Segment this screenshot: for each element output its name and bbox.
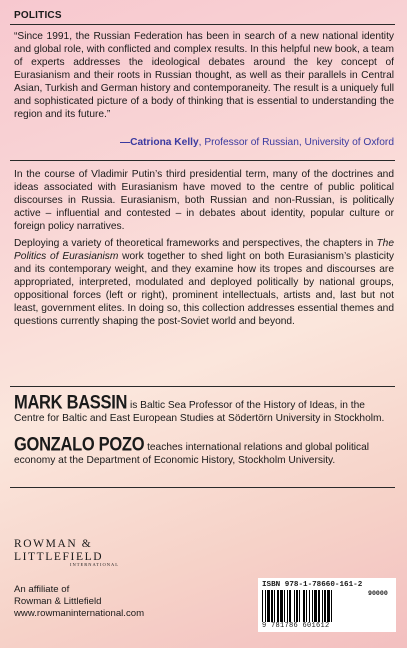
bio-divider — [10, 386, 395, 387]
author-bio-text: teaches international relations and global political economy at the Department of Economic History, Stockholm University. — [14, 442, 370, 467]
author-bio — [14, 392, 394, 426]
endorser-name: —Catriona Kelly — [119, 137, 199, 148]
bottom-divider — [10, 487, 395, 488]
publisher-url: www.rowmaninternational.com — [14, 607, 145, 619]
publisher-logo: ROWMAN & LITTLEFIELD INTERNATIONAL — [14, 538, 119, 567]
author-bio-text: is Baltic Sea Professor of the History of Ideas, in the Centre for Baltic and East European Studies at Södertörn University in Stockholm. — [14, 400, 385, 425]
author-name: MARK BASSIN — [14, 392, 128, 414]
category-label: POLITICS — [14, 10, 62, 21]
top-divider — [10, 24, 395, 25]
endorsement-attribution — [14, 137, 394, 148]
isbn-number: ISBN 978-1-78660-161-2 — [262, 581, 363, 589]
barcode-bars — [262, 590, 362, 622]
description-paragraph-2: Deploying a variety of theoretical frameworks and perspectives, the chapters in The Politics of Eurasianism work together to shed light on both Eurasianism’s plasticity and its contemporary weight, and they examine how its tropes and discourses are appropriated, interpreted, modulated and deployed politically by national groups, oppositional forces (left or right), prominent intellectuals, artists and, last but not least, government elites. In doing so, this collection addresses essential themes and questions currently shaping the post-Soviet world and beyond. — [14, 238, 394, 328]
endorser-affiliation: , Professor of Russian, University of Oxford — [198, 137, 394, 148]
description-paragraph-1: In the course of Vladimir Putin’s third presidential term, many of the doctrines and ideas associated with Eurasianism have moved to the centre of public political discourses in Russia. Eurasianism, both Russian and non-Russian, is politically active – influential and contested – in debates about identity, popular culture or foreign policy narratives. — [14, 169, 394, 233]
barcode-digits: 9 781786 601612 — [262, 622, 330, 630]
publisher-affiliation: An affiliate of Rowman & Littlefield www.rowmaninternational.com — [14, 584, 214, 619]
author-bio — [14, 434, 394, 468]
quote-divider — [10, 160, 395, 161]
isbn-barcode — [258, 578, 396, 632]
endorsement-quote: “Since 1991, the Russian Federation has been in search of a new national identity and global role, with conflicted and complex results. In this helpful new book, a team of experts addresses the ideological debates around the key concept of Eurasianism and their roots in Russian thought, as well as their parallels in Central Asian, Turkish and German history and contemporaneity. The result is a uniquely full and sophisticated picture of a body of thinking that is essential to understanding the region and its future.” — [14, 31, 394, 121]
price-code: 90000 — [368, 590, 388, 597]
author-name: GONZALO POZO — [14, 434, 145, 456]
book-title: The Politics of Eurasianism — [14, 238, 394, 263]
